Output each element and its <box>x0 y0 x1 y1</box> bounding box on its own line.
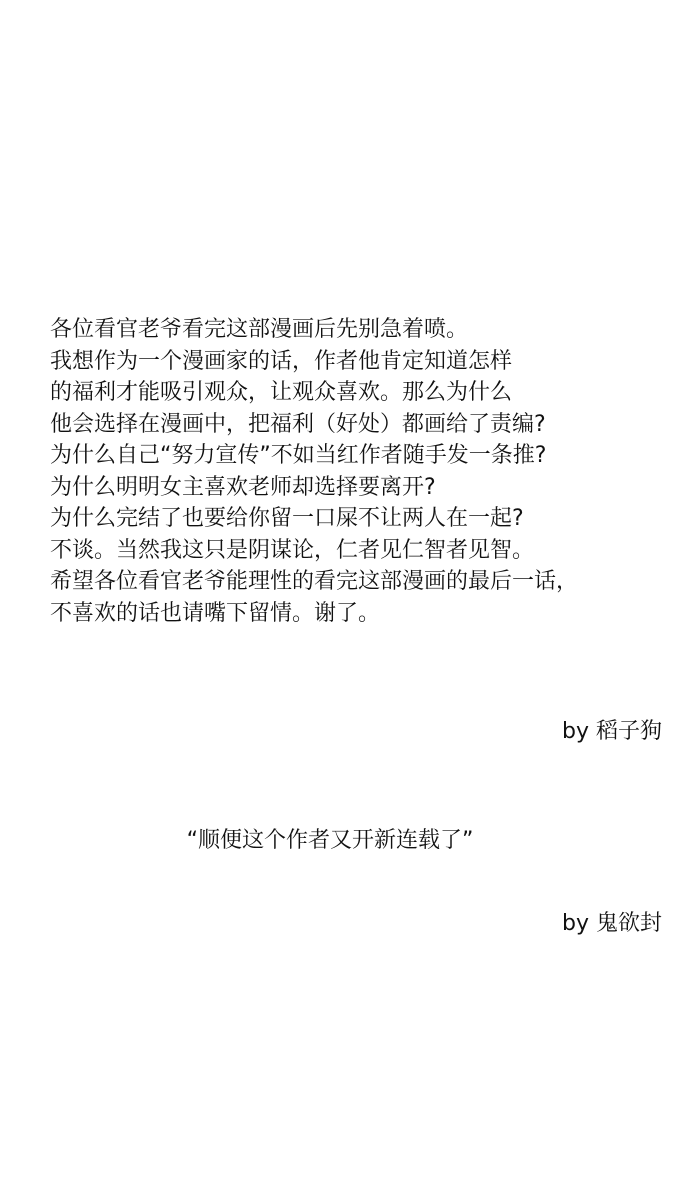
quoted-remark: “顺便这个作者又开新连载了” <box>186 828 474 853</box>
note-line: 他会选择在漫画中，把福利（好处）都画给了责编? <box>50 411 546 437</box>
signature-second: by 鬼欲封 <box>562 911 662 936</box>
note-line: 不喜欢的话也请嘴下留情。谢了。 <box>50 600 381 626</box>
note-line: 为什么自己“努力宣传”不如当红作者随手发一条推? <box>50 443 547 468</box>
note-line: 各位看官老爷看完这部漫画后先别急着喷。 <box>50 317 469 342</box>
note-line: 为什么明明女主喜欢老师却选择要离开? <box>50 474 436 500</box>
note-line: 我想作为一个漫画家的话，作者他肯定知道怎样 <box>50 348 513 374</box>
note-line: 为什么完结了也要给你留一口屎不让两人在一起? <box>50 506 524 531</box>
note-line: 的福利才能吸引观众，让观众喜欢。那么为什么 <box>50 380 513 405</box>
note-line: 不谈。当然我这只是阴谋论，仁者见仁智者见智。 <box>50 537 535 563</box>
translator-note-body <box>50 314 680 629</box>
signature-first: by 稻子狗 <box>562 719 662 744</box>
note-line: 希望各位看官老爷能理性的看完这部漫画的最后一话， <box>50 569 579 594</box>
